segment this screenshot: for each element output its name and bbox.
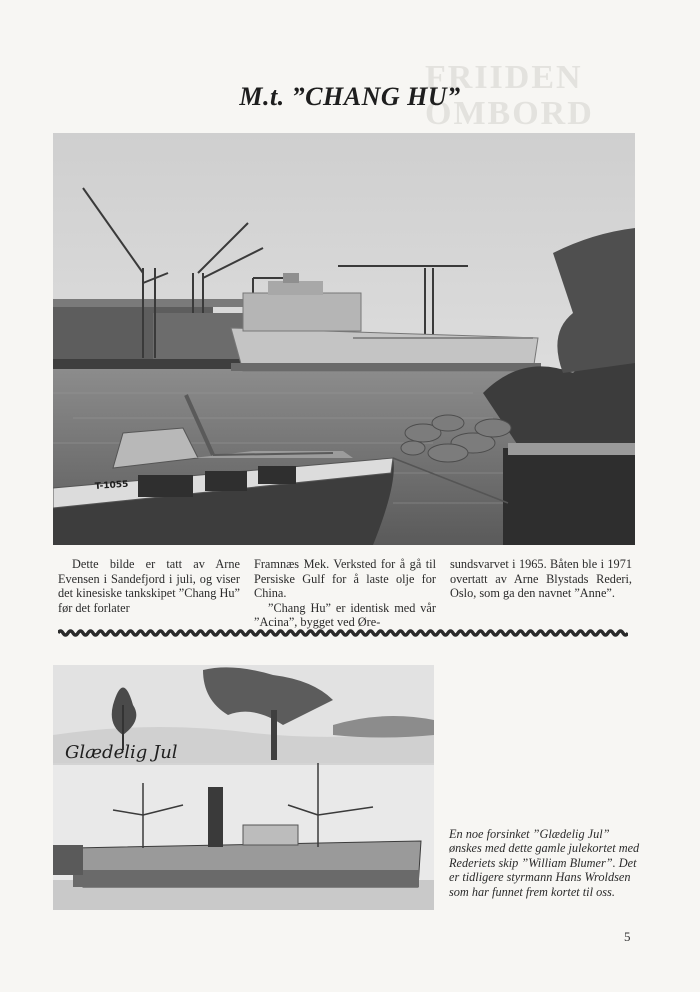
boat-registration-label: T-1055	[94, 479, 129, 492]
wavy-divider	[58, 628, 628, 638]
article-col2-paragraph-2: ”Chang Hu” er identisk med vår ”Acina”, bygget ved Øre-	[254, 600, 436, 630]
christmas-card-caption	[449, 827, 641, 899]
page-number: 5	[624, 929, 631, 944]
bleed-through-line-1: FRIIDEN	[425, 59, 583, 96]
christmas-greeting: Glædelig Jul	[65, 742, 178, 763]
article-col3-text: sundsvarvet i 1965. Båten ble i 1971 overtatt av Arne Blystads Rederi, Oslo, som ga den navnet ”Anne”.	[450, 557, 632, 601]
page-title: M.t. ”CHANG HU”	[239, 82, 461, 111]
article-column-3	[450, 557, 632, 601]
christmas-card-photo	[53, 665, 434, 910]
tanker-photo	[53, 133, 635, 545]
article-column-2	[254, 557, 436, 630]
christmas-card-caption-text: En noe forsinket ”Glædelig Jul” ønskes med dette gamle julekortet med Rederiets skip ”William Blumer”. Det er tidligere styrmann Hans Wroldsen som har funnet frem kortet til oss.	[449, 827, 640, 899]
article-col1-text: Dette bilde er tatt av Arne Evensen i Sandefjord i juli, og viser det kinesiske tankskipet ”Chang Hu” før det forlater	[58, 557, 240, 615]
article-col2-paragraph-1: Framnæs Mek. Verksted for å gå til Persiske Gulf for å laste olje for China.	[254, 557, 436, 601]
article-column-1	[58, 557, 240, 615]
bleed-through-line-2: OMBORD	[425, 95, 594, 132]
article-text	[58, 557, 638, 630]
